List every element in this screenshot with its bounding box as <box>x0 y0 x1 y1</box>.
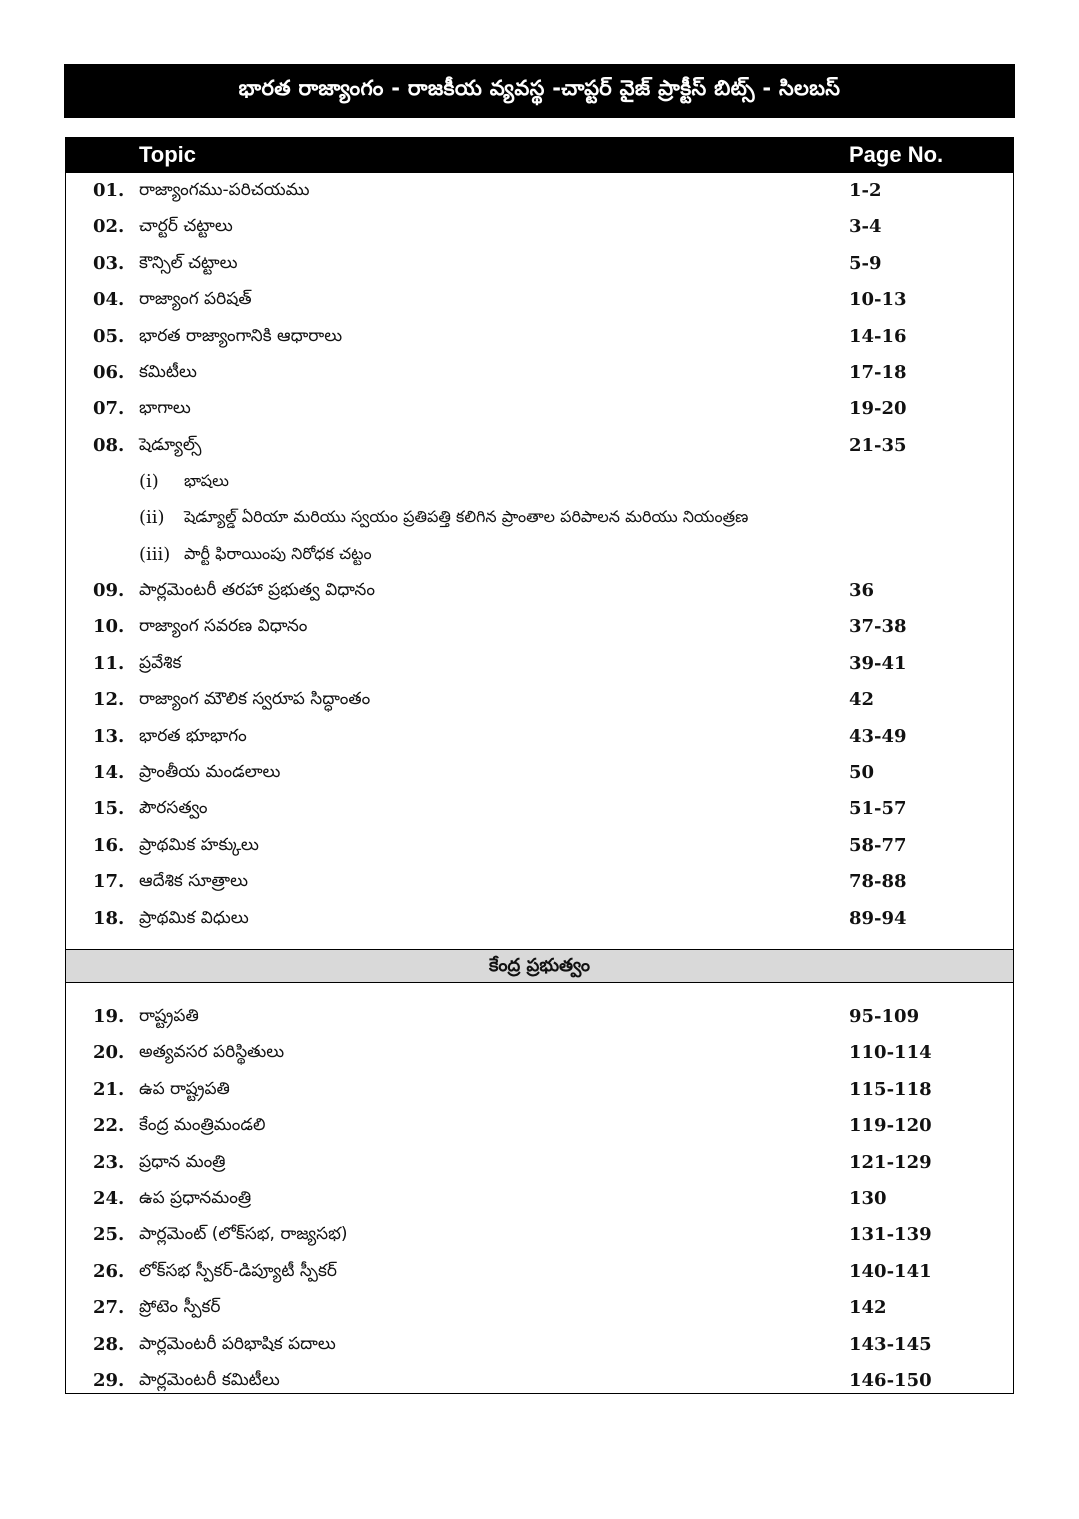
entry-number: 05. <box>93 325 125 347</box>
entry-title: రాజ్యాంగ పరిషత్ <box>139 289 252 310</box>
entry-number: 27. <box>93 1297 125 1319</box>
entry-number: 13. <box>93 725 125 747</box>
entry-pages: 51-57 <box>849 798 907 820</box>
entry-title: పౌరసత్వం <box>139 798 208 819</box>
entry-title: చార్టర్ చట్టాలు <box>139 216 233 237</box>
contents-table <box>65 137 1014 1394</box>
entry-pages: 42 <box>849 689 875 711</box>
entry-number: 28. <box>93 1333 125 1355</box>
entry-pages: 121-129 <box>849 1151 932 1173</box>
entry-pages: 21-35 <box>849 434 907 456</box>
entry-number: 08. <box>93 434 125 456</box>
entry-number: 25. <box>93 1224 125 1246</box>
toc-row <box>66 904 1013 940</box>
sub-entry-number: (iii) <box>139 543 171 565</box>
toc-row <box>66 285 1013 321</box>
entry-number: 23. <box>93 1151 125 1173</box>
entry-pages: 10-13 <box>849 289 907 311</box>
entry-title: ప్రవేశిక <box>139 652 182 673</box>
entry-title: షెడ్యూల్స్ <box>139 434 202 455</box>
entry-pages: 58-77 <box>849 834 907 856</box>
entry-number: 15. <box>93 798 125 820</box>
entry-title: రాజ్యాంగ మౌలిక స్వరూప సిద్ధాంతం <box>139 689 371 710</box>
toc-row <box>66 1038 1013 1074</box>
entry-number: 20. <box>93 1042 125 1064</box>
sub-entry-title: షెడ్యూల్డ్ ఏరియా మరియు స్వయం ప్రతిపత్తి కలిగిన ప్రాంతాల పరిపాలన మరియు నియంత్రణ <box>184 507 749 527</box>
entry-title: భారత రాజ్యాంగానికి ఆధారాలు <box>139 325 343 346</box>
entry-pages: 50 <box>849 762 875 783</box>
entry-pages: 110-114 <box>849 1042 932 1064</box>
toc-row <box>66 322 1013 358</box>
entry-title: అత్యవసర పరిస్థితులు <box>139 1042 285 1063</box>
toc-row <box>66 176 1013 212</box>
entry-number: 24. <box>93 1188 125 1209</box>
toc-row <box>66 1330 1013 1366</box>
entry-number: 12. <box>93 689 125 711</box>
toc-row <box>66 249 1013 285</box>
sub-entry-row <box>66 540 1013 576</box>
entry-title: ప్రాథమిక హక్కులు <box>139 834 259 855</box>
entry-title: కౌన్సిల్ చట్టాలు <box>139 252 238 273</box>
entry-title: ప్రధాన మంత్రి <box>139 1151 226 1172</box>
page-banner: భారత రాజ్యాంగం - రాజకీయ వ్యవస్థ -చాప్టర్ వైజ్ ప్రాక్టీస్ బిట్స్ - సిలబస్ <box>64 64 1015 118</box>
toc-row <box>66 431 1013 467</box>
entry-pages: 140-141 <box>849 1260 932 1282</box>
entry-title: ప్రోటెం స్పీకర్ <box>139 1297 221 1318</box>
entry-number: 26. <box>93 1260 125 1282</box>
entry-title: కేంద్ర మంత్రిమండలి <box>139 1115 266 1136</box>
sub-entry-title: పార్టీ ఫిరాయింపు నిరోధక చట్టం <box>184 543 372 563</box>
toc-row <box>66 1148 1013 1184</box>
entry-number: 07. <box>93 398 125 420</box>
entry-number: 21. <box>93 1078 125 1100</box>
entry-number: 04. <box>93 289 125 311</box>
sub-entry-number: (i) <box>139 471 159 492</box>
entry-title: పార్లమెంటరీ తరహా ప్రభుత్వ విధానం <box>139 580 375 600</box>
toc-row <box>66 1366 1013 1402</box>
page-no-column-header: Page No. <box>849 142 944 167</box>
entry-title: ఆదేశిక సూత్రాలు <box>139 871 249 892</box>
entry-number: 22. <box>93 1115 125 1137</box>
entry-number: 09. <box>93 580 125 601</box>
entry-number: 29. <box>93 1370 125 1391</box>
entry-title: రాజ్యాంగము-పరిచయము <box>139 180 310 200</box>
table-header <box>66 138 1013 173</box>
entry-title: పార్లమెంటరీ పరిభాషిక పదాలు <box>139 1333 336 1354</box>
sub-entry-number: (ii) <box>139 507 165 529</box>
toc-row <box>66 867 1013 903</box>
toc-row <box>66 1220 1013 1256</box>
entry-number: 16. <box>93 834 125 856</box>
entry-pages: 131-139 <box>849 1224 932 1246</box>
entry-pages: 5-9 <box>849 252 882 274</box>
entry-pages: 115-118 <box>849 1078 932 1100</box>
toc-row <box>66 722 1013 758</box>
toc-row <box>66 758 1013 794</box>
entry-number: 14. <box>93 762 125 783</box>
sub-entry-row <box>66 467 1013 503</box>
toc-row <box>66 649 1013 685</box>
toc-row <box>66 358 1013 394</box>
entry-title: కమిటీలు <box>139 362 197 382</box>
entry-pages: 89-94 <box>849 907 907 929</box>
entry-number: 17. <box>93 871 125 893</box>
entry-pages: 146-150 <box>849 1370 932 1391</box>
toc-row <box>66 685 1013 721</box>
entry-title: ప్రాంతీయ మండలాలు <box>139 762 281 782</box>
toc-row <box>66 794 1013 830</box>
toc-row <box>66 212 1013 248</box>
sub-entry-row <box>66 503 1013 539</box>
entry-pages: 119-120 <box>849 1115 932 1137</box>
entry-number: 18. <box>93 907 125 929</box>
entry-title: పార్లమెంట్ (లోక్‌సభ, రాజ్యసభ) <box>139 1224 348 1245</box>
entry-title: ఉప రాష్ట్రపతి <box>139 1078 230 1099</box>
entry-number: 03. <box>93 252 125 274</box>
entry-title: ప్రాథమిక విధులు <box>139 907 249 928</box>
entry-pages: 78-88 <box>849 871 907 893</box>
entry-pages: 43-49 <box>849 725 907 747</box>
toc-row <box>66 612 1013 648</box>
entry-pages: 130 <box>849 1188 887 1209</box>
section-heading: కేంద్ర ప్రభుత్వం <box>66 949 1013 983</box>
entry-number: 01. <box>93 180 125 201</box>
toc-row <box>66 576 1013 612</box>
toc-row <box>66 394 1013 430</box>
entry-number: 10. <box>93 616 125 638</box>
entry-pages: 14-16 <box>849 325 907 347</box>
toc-row <box>66 831 1013 867</box>
entry-pages: 39-41 <box>849 652 907 674</box>
entry-title: భాగాలు <box>139 398 191 419</box>
entry-pages: 37-38 <box>849 616 907 638</box>
entry-pages: 3-4 <box>849 216 882 238</box>
entry-title: లోక్‌సభ స్పీకర్-డిప్యూటీ స్పీకర్ <box>139 1260 337 1281</box>
entry-pages: 1-2 <box>849 180 882 201</box>
toc-row <box>66 1257 1013 1293</box>
entry-number: 19. <box>93 1006 125 1027</box>
entry-pages: 143-145 <box>849 1333 932 1355</box>
toc-row <box>66 1002 1013 1038</box>
entry-title: రాజ్యాంగ సవరణ విధానం <box>139 616 308 637</box>
entry-title: భారత భూభాగం <box>139 725 247 746</box>
sub-entry-title: భాషలు <box>184 471 229 490</box>
topic-column-header: Topic <box>139 142 197 167</box>
toc-row <box>66 1184 1013 1220</box>
toc-row <box>66 1293 1013 1329</box>
entry-number: 11. <box>93 652 125 674</box>
entry-pages: 17-18 <box>849 362 907 383</box>
entry-pages: 95-109 <box>849 1006 920 1027</box>
entry-number: 02. <box>93 216 125 238</box>
entry-pages: 19-20 <box>849 398 907 420</box>
toc-row <box>66 1111 1013 1147</box>
entry-title: రాష్ట్రపతి <box>139 1006 199 1026</box>
entry-title: ఉప ప్రధానమంత్రి <box>139 1188 252 1208</box>
entry-number: 06. <box>93 362 125 383</box>
toc-row <box>66 1075 1013 1111</box>
entry-pages: 142 <box>849 1297 887 1319</box>
entry-title: పార్లమెంటరీ కమిటీలు <box>139 1370 280 1390</box>
entry-pages: 36 <box>849 580 875 601</box>
